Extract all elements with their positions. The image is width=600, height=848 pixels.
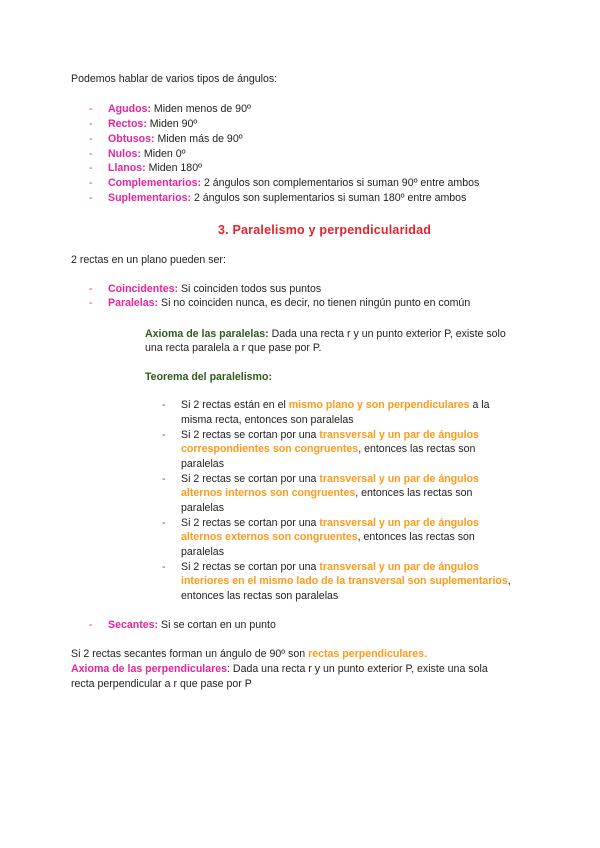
text: , xyxy=(507,575,511,587)
text: Si 2 rectas secantes forman un ángulo de 90º son xyxy=(71,648,309,660)
highlight: transversal y un par de ángulos xyxy=(319,517,479,529)
axiom-term: Axioma de las paralelas: xyxy=(145,328,269,340)
term: Obtusos: xyxy=(108,133,155,145)
term: Paralelas: xyxy=(108,297,159,309)
sub-bullet-dash: - xyxy=(162,399,166,411)
text: Si 2 rectas se cortan por una xyxy=(181,517,320,529)
definition: Si se cortan en un punto xyxy=(158,619,276,631)
text: paralelas xyxy=(181,458,224,470)
sub-bullet-dash: - xyxy=(162,517,166,529)
text: Si 2 rectas se cortan por una xyxy=(181,473,320,485)
section-heading: 3. Paralelismo y perpendicularidad xyxy=(218,223,432,237)
text: paralelas xyxy=(181,502,224,514)
intro-text: Podemos hablar de varios tipos de ángulos: xyxy=(71,73,278,85)
highlight: rectas perpendiculares. xyxy=(308,648,428,660)
definition: Si no coinciden nunca, es decir, no tienen ningún punto en común xyxy=(158,297,471,309)
sub-bullet-dash: - xyxy=(162,473,166,485)
text: a la xyxy=(469,399,490,411)
text: Si 2 rectas se cortan por una xyxy=(181,561,320,573)
highlight: alternos internos son congruentes xyxy=(181,487,356,499)
text: misma recta, entonces son paralelas xyxy=(181,414,354,426)
definition: Miden 180º xyxy=(145,162,202,174)
definition: Miden menos de 90º xyxy=(150,103,251,115)
highlight: alternos externos son congruentes xyxy=(181,531,358,543)
axiom-text-line: una recta paralela a r que pase por P. xyxy=(145,342,322,354)
text: , entonces las rectas son xyxy=(358,443,476,455)
axiom-text-line: recta perpendicular a r que pase por P xyxy=(71,678,252,690)
text: entonces las rectas son paralelas xyxy=(181,590,339,602)
text: paralelas xyxy=(181,546,224,558)
text: Si 2 rectas se cortan por una xyxy=(181,429,320,441)
axiom-text-line: : Dada una recta r y un punto exterior P, existe una sola xyxy=(227,663,488,675)
definition: Si coinciden todos sus puntos xyxy=(178,283,322,295)
term: Suplementarios: xyxy=(108,192,192,204)
theorem-title: Teorema del paralelismo: xyxy=(145,371,272,383)
bullet-dash: - xyxy=(89,192,93,204)
term: Llanos: xyxy=(108,162,146,174)
sub-bullet-dash: - xyxy=(162,561,166,573)
definition: Miden 90º xyxy=(146,118,198,130)
highlight: transversal y un par de ángulos xyxy=(319,429,479,441)
definition: 2 ángulos son complementarios si suman 90º entre ambos xyxy=(201,177,480,189)
axiom-term: Axioma de las perpendiculares xyxy=(71,663,228,675)
bullet-dash: - xyxy=(89,177,93,189)
definition: 2 ángulos son suplementarios si suman 180º entre ambos xyxy=(191,192,467,204)
axiom-text-line: Dada una recta r y un punto exterior P, existe solo xyxy=(268,328,506,340)
highlight: interiores en el mismo lado de la transversal son suplementarios xyxy=(181,575,508,587)
highlight: transversal y un par de ángulos xyxy=(319,561,479,573)
sub-bullet-dash: - xyxy=(162,429,166,441)
text: Si 2 rectas están en el xyxy=(181,399,289,411)
term: Complementarios: xyxy=(108,177,202,189)
term: Secantes: xyxy=(108,619,159,631)
highlight: correspondientes son congruentes xyxy=(181,443,359,455)
bullet-dash: - xyxy=(89,283,93,295)
text: , entonces las rectas son xyxy=(355,487,473,499)
text: , entonces las rectas son xyxy=(357,531,475,543)
definition: Miden 0º xyxy=(140,148,186,160)
bullet-dash: - xyxy=(89,133,93,145)
bullet-dash: - xyxy=(89,619,93,631)
definition: Miden más de 90º xyxy=(154,133,243,145)
bullet-dash: - xyxy=(89,162,93,174)
term: Agudos: xyxy=(108,103,151,115)
bullet-dash: - xyxy=(89,118,93,130)
term: Nulos: xyxy=(108,148,141,160)
term: Rectos: xyxy=(108,118,147,130)
rectas-intro-text: 2 rectas en un plano pueden ser: xyxy=(71,254,226,266)
bullet-dash: - xyxy=(89,148,93,160)
bullet-dash: - xyxy=(89,103,93,115)
term: Coincidentes: xyxy=(108,283,179,295)
highlight: transversal y un par de ángulos xyxy=(319,473,479,485)
highlight: mismo plano y son perpendiculares xyxy=(288,399,470,411)
bullet-dash: - xyxy=(89,297,93,309)
